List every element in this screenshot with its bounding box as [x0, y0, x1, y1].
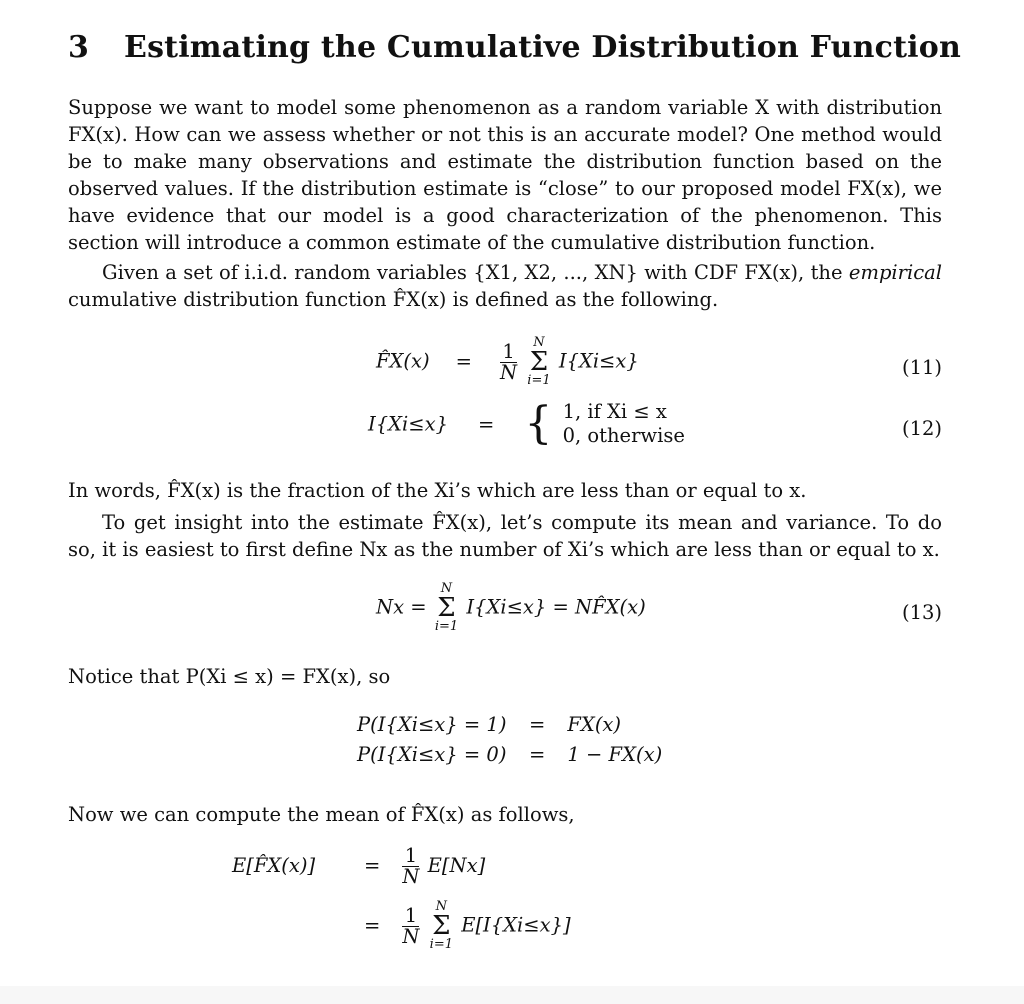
- left-brace: {: [524, 398, 553, 449]
- mean-eq1: =: [364, 854, 381, 877]
- eq13-rhs: I{Xi≤x} = NF̂X(x): [466, 595, 646, 619]
- mean-frac2-num: 1: [402, 906, 419, 927]
- mean-eq2: =: [364, 913, 381, 937]
- paragraph-definition-a: Given a set of i.i.d. random variables {X1, X2, ..., XN} with CDF FX(x), the: [102, 261, 843, 284]
- p-row2-rhs: 1 − FX(x): [567, 743, 663, 766]
- mean-sum: [430, 900, 453, 952]
- section-number: 3: [68, 30, 90, 65]
- equation-number-11: (11): [901, 356, 942, 379]
- equation-12: [368, 400, 685, 448]
- emphasis-empirical: empirical: [848, 261, 943, 284]
- eq12-equals: =: [478, 412, 495, 436]
- eq13-sum-lower: i=1: [434, 619, 459, 634]
- mean-rhs2: E[I{Xi≤x}]: [461, 913, 571, 937]
- paragraph-definition-b: cumulative distribution function F̂X(x) is defined as the following.: [68, 288, 719, 311]
- eq13-sum-upper: N: [440, 581, 453, 596]
- mean-row-2: [232, 900, 571, 952]
- summation-symbol: Σ: [529, 347, 549, 377]
- p-row1-lhs: P(I{Xi≤x} = 1): [357, 713, 507, 736]
- paragraph-notice: Notice that P(Xi ≤ x) = FX(x), so: [68, 665, 391, 688]
- eq11-sum-lower: i=1: [527, 373, 551, 388]
- equation-13: [376, 582, 646, 634]
- mean-fraction-2: [402, 903, 420, 948]
- mean-lhs: E[F̂X(x)]: [232, 854, 316, 877]
- mean-frac1-num: 1: [402, 846, 419, 867]
- section-title: Estimating the Cumulative Distribution Function: [124, 30, 961, 65]
- mean-rhs1: E[Nx]: [427, 854, 486, 877]
- eq11-sum-upper: N: [533, 335, 545, 350]
- eq11-lhs: F̂X(x): [376, 349, 430, 373]
- paragraph-definition: [68, 259, 942, 313]
- eq12-case-1: 1, if Xi ≤ x: [562, 400, 667, 423]
- equation-number-13: (13): [901, 601, 942, 624]
- summation-symbol: Σ: [437, 593, 456, 623]
- eq12-lhs: I{Xi≤x}: [368, 412, 448, 436]
- equation-11: [376, 336, 639, 388]
- eq11-frac-den: N: [500, 360, 518, 384]
- section-heading: [68, 30, 961, 65]
- mean-sum-lower: i=1: [429, 937, 453, 952]
- eq11-fraction: [500, 339, 518, 384]
- summation-symbol: Σ: [432, 911, 451, 941]
- eq12-case-2: 0, otherwise: [562, 424, 685, 447]
- mean-fraction-1: [402, 846, 419, 887]
- eq11-equals: =: [455, 349, 472, 373]
- eq11-term: I{Xi≤x}: [558, 349, 639, 373]
- p-row2-equals: =: [529, 743, 546, 766]
- eq12-cases: [563, 400, 685, 448]
- probability-row-2: [357, 743, 662, 766]
- p-row1-equals: =: [529, 713, 546, 736]
- p-row1-rhs: FX(x): [567, 713, 622, 736]
- paragraph-insight: To get insight into the estimate F̂X(x), let’s compute its mean and variance. To do so, it is easiest to first define Nx as the number of Xi’s which are less than or equal to x.: [68, 511, 942, 561]
- mean-sum-upper: N: [435, 899, 448, 914]
- mean-frac2-den: N: [402, 924, 420, 948]
- eq13-lhs: Nx =: [376, 595, 427, 619]
- eq11-sum: [527, 336, 550, 388]
- mean-row-1: [232, 846, 485, 887]
- page-bottom-band: [0, 986, 1024, 1004]
- eq13-sum: [435, 582, 458, 634]
- p-row2-lhs: P(I{Xi≤x} = 0): [357, 743, 507, 766]
- paragraph-in-words: In words, F̂X(x) is the fraction of the Xi’s which are less than or equal to x.: [68, 479, 807, 502]
- paragraph-intro: Suppose we want to model some phenomenon as a random variable X with distribution FX(x). How can we assess whether or not this is an accurate model? One method would be to make many observations and estimate the distribution function based on the observed values. If the distribution estimate is “close” to our proposed model FX(x), we have evidence that our model is a good characterization of the phenomenon. This section will introduce a common estimate of the cumulative distribution function.: [68, 96, 942, 254]
- probability-row-1: [357, 713, 621, 736]
- equation-number-12: (12): [901, 417, 942, 440]
- mean-frac1-den: N: [402, 865, 420, 888]
- eq11-frac-num: 1: [500, 342, 517, 363]
- paragraph-mean: Now we can compute the mean of F̂X(x) as follows,: [68, 803, 575, 826]
